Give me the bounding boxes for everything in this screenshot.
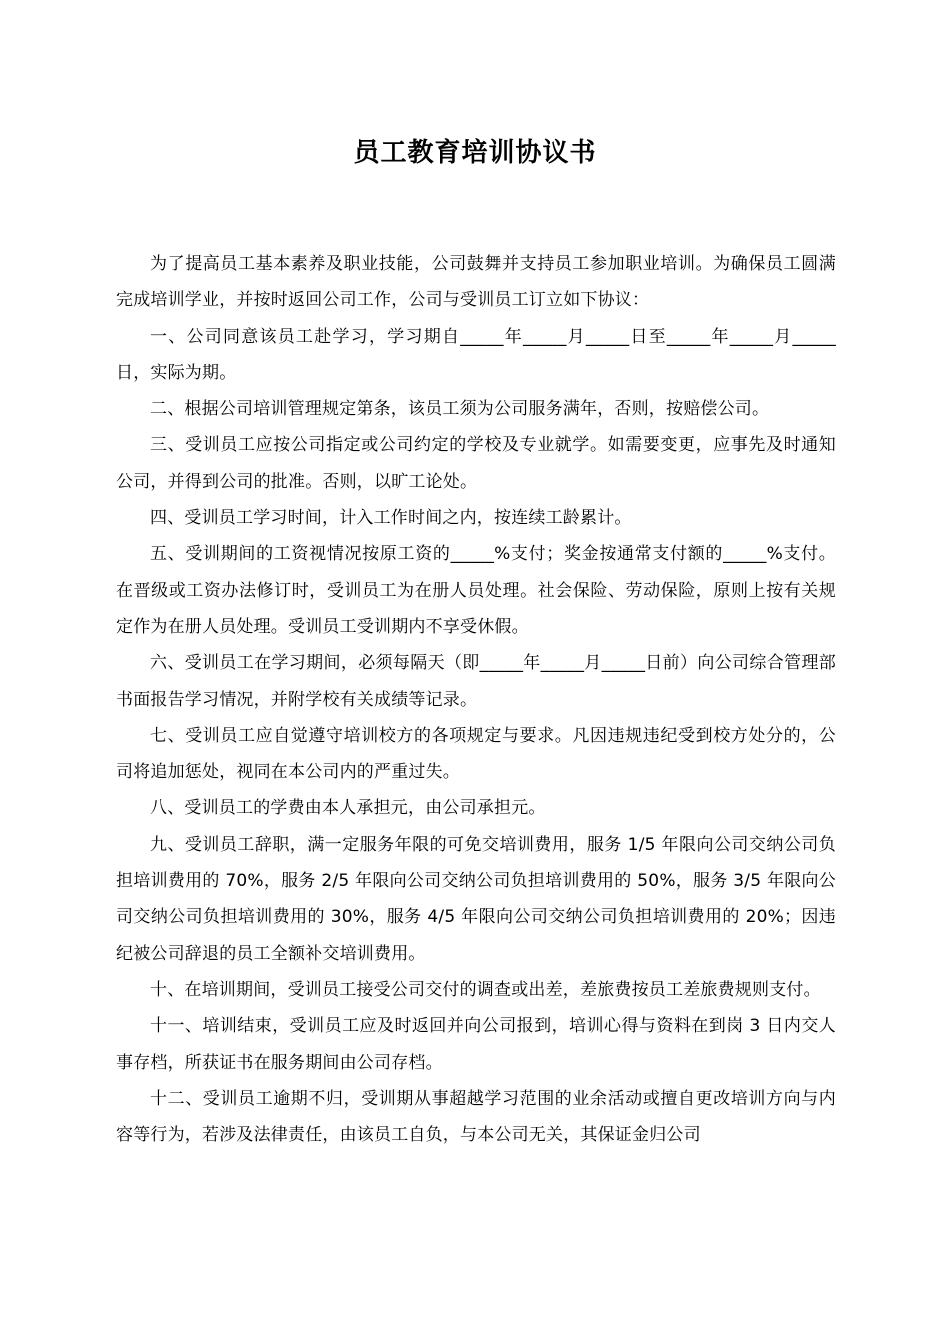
clause-4: 四、受训员工学习时间，计入工作时间之内，按连续工龄累计。 (150, 508, 632, 529)
document-title: 员工教育培训协议书 (353, 138, 597, 168)
clause-8: 八、受训员工的学费由本人承担元，由公司承担元。 (150, 798, 546, 819)
clause-7: 七、受训员工应自觉遵守培训校方的各项规定与要求。凡因违规违纪受到校方处分的，公司将追加惩处，视同在本公司内的严重过失。 (116, 725, 836, 783)
clause-2: 二、根据公司培训管理规定第条，该员工须为公司服务满年，否则，按赔偿公司。 (150, 399, 770, 420)
document-body (116, 246, 836, 1153)
clause-5: 五、受训期间的工资视情况按原工资的_____%支付；奖金按通常支付额的_____%支付。在晋级或工资办法修订时，受训员工为在册人员处理。社会保险、劳动保险，原则上按有关规定作为在册人员处理。受训员工受训期内不享受休假。 (116, 544, 836, 637)
clause-6: 六、受训员工在学习期间，必须每隔天（即_____年_____月_____日前）向公司综合管理部书面报告学习情况，并附学校有关成绩等记录。 (116, 653, 836, 710)
clause-1: 一、公司同意该员工赴学习，学习期自_____年_____月_____日至_____年_____月_____日，实际为期。 (116, 326, 836, 383)
clause-12: 十二、受训员工逾期不归，受训期从事超越学习范围的业余活动或擅自更改培训方向与内容等行为，若涉及法律责任，由该员工自负，与本公司无关，其保证金归公司 (116, 1088, 836, 1146)
clause-9: 九、受训员工辞职，满一定服务年限的可免交培训费用，服务 1/5 年限向公司交纳公司负担培训费用的 70%，服务 2/5 年限向公司交纳公司负担培训费用的 50%，服务 3/5 年限向公司交纳公司负担培训费用的 30%，服务 4/5 年限向公司交纳公司负担培训费用的 20%；因违纪被公司辞退的员工全额补交培训费用。 (116, 834, 836, 964)
intro-paragraph: 为了提高员工基本素养及职业技能，公司鼓舞并支持员工参加职业培训。为确保员工圆满完成培训学业，并按时返回公司工作，公司与受训员工订立如下协议： (116, 254, 836, 311)
clause-10: 十、在培训期间，受训员工接受公司交付的调查或出差，差旅费按员工差旅费规则支付。 (150, 979, 821, 1000)
clause-3: 三、受训员工应按公司指定或公司约定的学校及专业就学。如需要变更，应事先及时通知公司，并得到公司的批准。否则，以旷工论处。 (116, 435, 836, 492)
clause-11: 十一、培训结束，受训员工应及时返回并向公司报到，培训心得与资料在到岗 3 日内交人事存档，所获证书在服务期间由公司存档。 (116, 1016, 836, 1073)
